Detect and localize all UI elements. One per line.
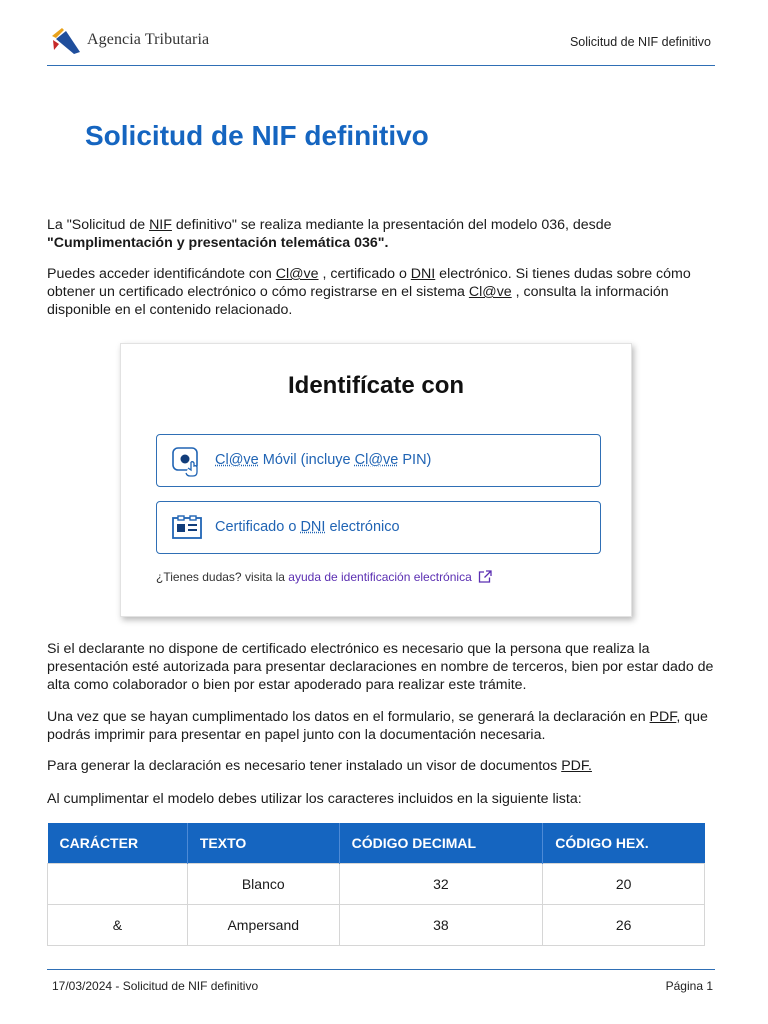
intro-paragraph — [47, 216, 717, 252]
text-segment: Puedes acceder identificándote con — [47, 266, 276, 282]
clave-movil-label — [215, 452, 431, 468]
column-header: TEXTO — [187, 823, 339, 863]
text-segment: electrónico — [325, 519, 400, 535]
text-segment: Móvil (incluye — [258, 452, 355, 468]
text-segment: , que podrás imprimir para presentar en papel junto con la documentación necesaria. — [47, 709, 708, 743]
column-header: CARÁCTER — [48, 823, 188, 863]
text-segment: Certificado o — [215, 519, 301, 535]
clave-link[interactable]: Cl@ve — [468, 284, 512, 300]
mobile-tap-icon — [171, 445, 203, 477]
column-header: CÓDIGO DECIMAL — [339, 823, 543, 863]
text-segment: PIN) — [398, 452, 432, 468]
model-036-reference: "Cumplimentación y presentación telemática 036" — [47, 235, 385, 251]
table-cell: 20 — [543, 863, 705, 904]
allowed-characters-table — [47, 823, 705, 946]
characters-intro-paragraph: Al cumplimentar el modelo debes utilizar los caracteres incluidos en la siguiente lista: — [47, 791, 582, 807]
identification-help-link[interactable]: ayuda de identificación electrónica — [288, 570, 472, 584]
text-segment: , consulta la información disponible en el contenido relacionado. — [47, 284, 669, 318]
table-cell: Ampersand — [187, 904, 339, 945]
clave-abbr: Cl@ve — [354, 452, 399, 468]
table-row — [48, 904, 705, 945]
certificate-dni-option[interactable] — [156, 501, 601, 554]
page-number: Página 1 — [665, 979, 713, 993]
brand-name: Agencia Tributaria — [87, 31, 210, 48]
text-segment: electrónico. Si tienes dudas sobre cómo obtener un certificado electrónico o cómo registrarse en el sistema — [47, 266, 691, 300]
text-segment: Para generar la declaración es necesario tener instalado un visor de documentos — [47, 758, 562, 774]
table-cell: Blanco — [187, 863, 339, 904]
certificate-dni-label — [215, 519, 400, 535]
text-segment: definitivo" se realiza mediante la presentación del modelo 036, desde — [171, 217, 612, 233]
agencia-tributaria-logo — [50, 26, 84, 56]
text-segment: , certificado o — [318, 266, 411, 282]
pdf-viewer-paragraph — [47, 757, 717, 775]
identification-help — [156, 570, 492, 584]
pdf-viewer-link[interactable]: PDF. — [561, 758, 592, 774]
table-row — [48, 863, 705, 904]
table-cell: 32 — [339, 863, 543, 904]
text-segment: Una vez que se hayan cumplimentado los datos en el formulario, se generará la declaración en — [47, 709, 650, 725]
nif-link[interactable]: NIF — [149, 217, 172, 233]
page-header — [47, 22, 715, 66]
dni-abbr: DNI — [300, 519, 326, 535]
table-cell: 26 — [543, 904, 705, 945]
table-cell: 38 — [339, 904, 543, 945]
table-header-row — [48, 823, 705, 863]
table-cell: & — [48, 904, 188, 945]
footer-date-title: 17/03/2024 - Solicitud de NIF definitivo — [52, 979, 259, 993]
help-text: ¿Tienes dudas? visita la — [156, 570, 289, 584]
table-cell — [48, 863, 188, 904]
clave-movil-option[interactable] — [156, 434, 601, 487]
text-segment: . — [384, 235, 389, 251]
page-title: Solicitud de NIF definitivo — [85, 120, 429, 151]
third-party-paragraph: Si el declarante no dispone de certificado electrónico es necesario que la persona que realiza la presentación esté autorizada para presentar declaraciones en nombre de terceros, bien por estar dado de alta como colaborador o bien por estar apoderado para realizar este trámite. — [47, 641, 714, 693]
clave-link[interactable]: Cl@ve — [275, 266, 319, 282]
clave-abbr: Cl@ve — [215, 452, 259, 468]
column-header: CÓDIGO HEX. — [543, 823, 705, 863]
page-footer — [47, 969, 715, 993]
identification-title: Identifícate con — [287, 372, 465, 399]
identification-screenshot — [120, 343, 632, 617]
access-paragraph — [47, 265, 717, 319]
dni-link[interactable]: DNI — [410, 266, 436, 282]
id-card-icon — [171, 512, 203, 544]
text-segment: La "Solicitud de — [47, 217, 150, 233]
pdf-paragraph — [47, 708, 717, 744]
pdf-link[interactable]: PDF — [649, 709, 677, 725]
header-doc-title: Solicitud de NIF definitivo — [569, 35, 711, 49]
external-link-icon[interactable] — [478, 570, 492, 583]
